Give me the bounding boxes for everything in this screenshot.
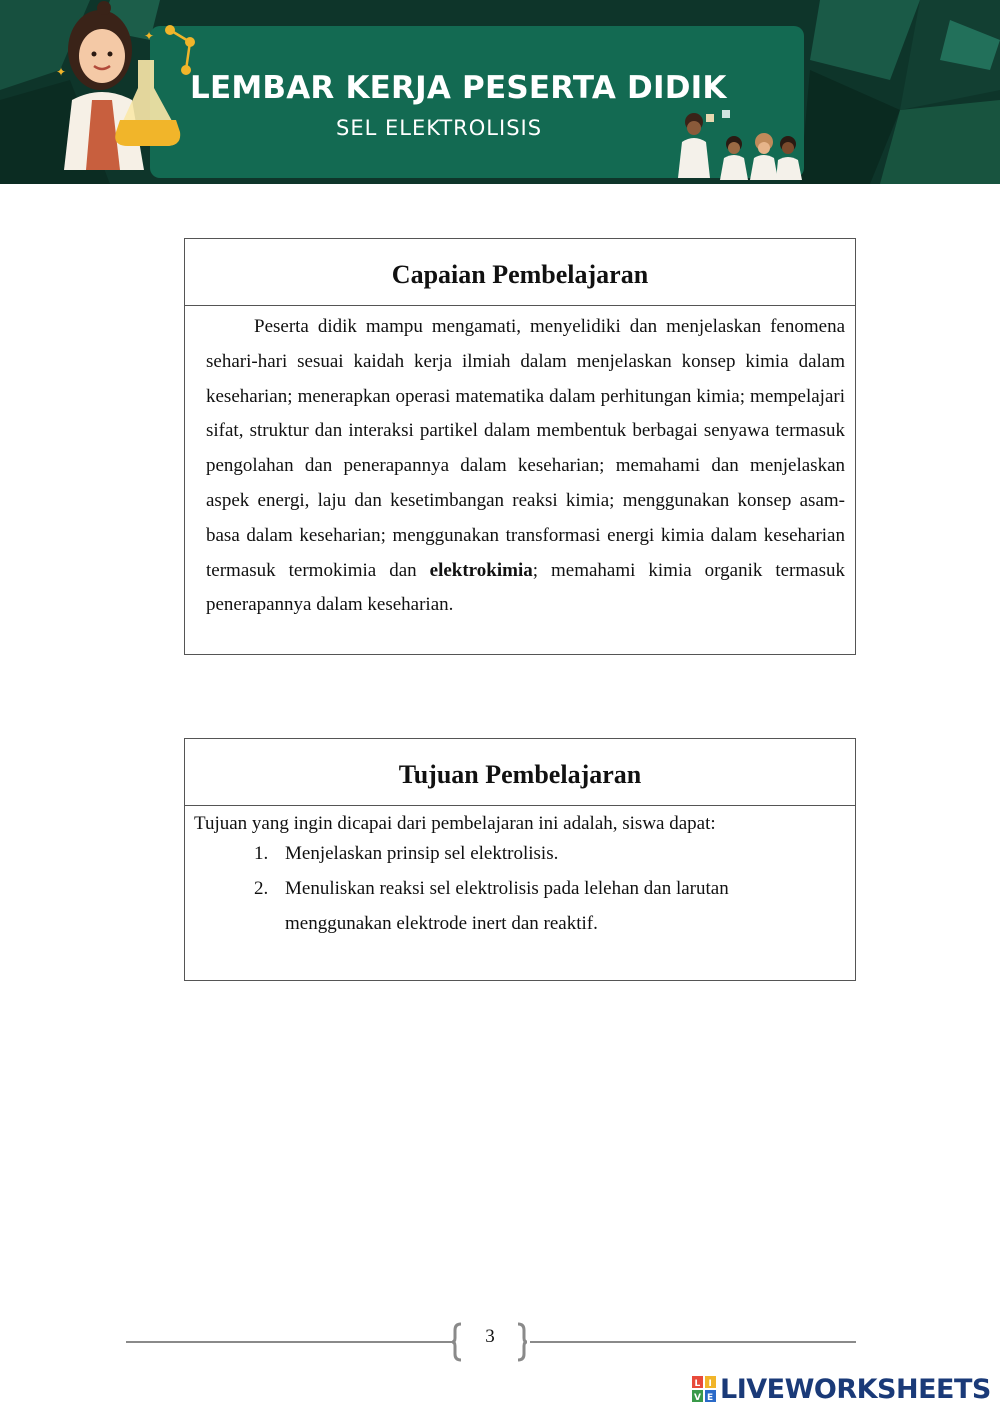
svg-text:✦: ✦ (144, 29, 155, 43)
footer-line-left (126, 1341, 452, 1343)
badge-letter-l: L (694, 1379, 701, 1389)
logo-text: LIVEWORKSHEETS (720, 1373, 991, 1405)
svg-text:✦: ✦ (56, 65, 67, 79)
footer-line-right (530, 1341, 856, 1343)
capaian-heading: Capaian Pembelajaran (391, 260, 649, 289)
capaian-pembelajaran-box (184, 238, 856, 655)
capaian-header (185, 239, 855, 306)
tujuan-header (185, 739, 855, 806)
list-item-number: 2. (254, 877, 269, 899)
badge-letter-e: E (707, 1393, 714, 1402)
left-bracket-icon (450, 1322, 464, 1362)
list-item-number: 1. (254, 843, 269, 864)
list-item (185, 837, 855, 872)
badge-letter-i: I (708, 1379, 712, 1389)
live-badge-icon (692, 1376, 716, 1402)
worksheet-title: LEMBAR KERJA PESERTA DIDIK (190, 70, 727, 106)
tujuan-pembelajaran-box (184, 738, 856, 981)
right-bracket-icon (515, 1322, 529, 1362)
list-item-text: Menjelaskan prinsip sel elektrolisis. (285, 843, 559, 864)
capaian-text-part2: ; memahami kimia organik termasuk penerapannya dalam keseharian. (206, 559, 845, 616)
list-item (185, 872, 855, 942)
page-number: 3 (485, 1326, 495, 1347)
worksheet-subtitle: SEL ELEKTROLISIS (336, 116, 543, 140)
liveworksheets-logo (692, 1374, 991, 1404)
capaian-text (185, 306, 855, 623)
students-illustration (672, 108, 806, 180)
header-banner (0, 0, 1000, 184)
scientist-girl-illustration (52, 0, 202, 180)
tujuan-intro: Tujuan yang ingin dicapai dari pembelajaran ini adalah, siswa dapat: (194, 813, 716, 834)
capaian-text-part1: Peserta didik mampu mengamati, menyelidiki dan menjelaskan fenomena sehari-hari sesuai kaidah kerja ilmiah dalam menjelaskan konsep kimia dalam keseharian; menerapkan operasi matematika dalam perhitungan kimia; mempelajari sifat, struktur dan interaksi partikel dalam membentuk berbagai senyawa termasuk pengolahan dan penerapannya dalam keseharian; memahami dan menjelaskan aspek energi, laju dan kesetimbangan reaksi kimia; menggunakan konsep asam-basa dalam keseharian; menggunakan transformasi energi kimia dalam keseharian termasuk termokimia dan (206, 316, 845, 581)
capaian-bold-term: elektrokimia (429, 559, 533, 581)
tujuan-heading: Tujuan Pembelajaran (398, 760, 642, 789)
badge-letter-v: V (694, 1393, 701, 1402)
list-item-text: Menuliskan reaksi sel elektrolisis pada lelehan dan larutan menggunakan elektrode inert dan reaktif. (285, 877, 729, 934)
tujuan-list (185, 837, 855, 941)
